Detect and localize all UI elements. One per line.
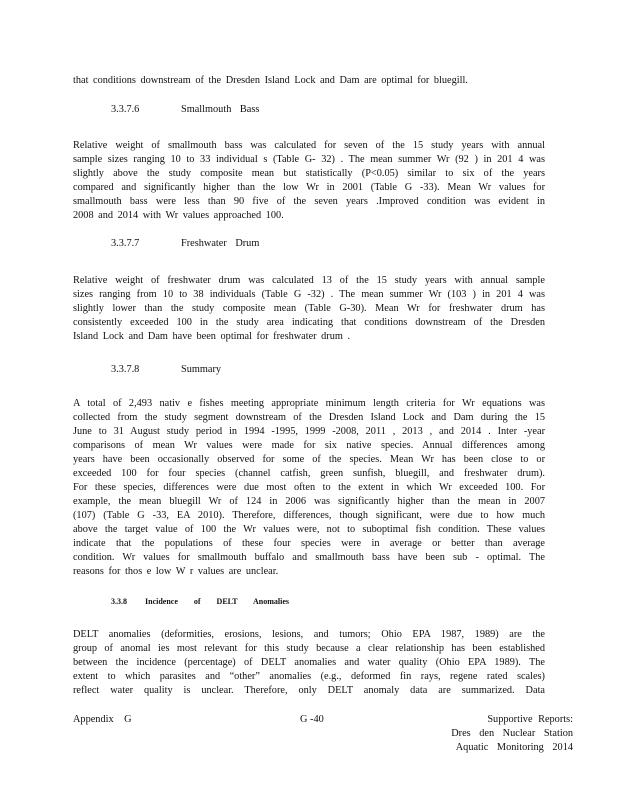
footer-appendix: Appendix G — [73, 714, 132, 725]
paragraph-line: extent to which parasites and “other” anomalies (e.g., deformed fin rays, regene rated scales) — [73, 671, 545, 682]
paragraph-line: slightly lower than the study composite mean (Table G-30). Mean Wr for freshwater drum has — [73, 303, 545, 314]
paragraph-line: June to 31 August study period in 1994 -1995, 1999 -2008, 2011 , 2013 , and 2014 . Inter -year — [73, 426, 545, 437]
section-title-summary: Summary — [181, 364, 222, 375]
paragraph-line: example, the mean bluegill Wr of 124 in 2006 was significantly higher than the mean in 2007 — [73, 496, 545, 507]
section-title-freshwater-drum: Freshwater Drum — [181, 238, 260, 249]
paragraph-line: consistently exceeded 100 in the study area indicating that conditions downstream of the Dresden — [73, 317, 545, 328]
paragraph-line: For these species, differences were due most often to the extent in which Wr exceeded 100. For — [73, 482, 545, 493]
paragraph-line: DELT anomalies (deformities, erosions, lesions, and tumors; Ohio EPA 1987, 1989) are the — [73, 629, 545, 640]
paragraph-line: compared and significantly higher than the low Wr in 2001 (Table G -33). Mean Wr values for — [73, 182, 545, 193]
section-number-3-3-7-6: 3.3.7.6 — [111, 104, 140, 115]
section-number-3-3-8: 3.3.8 — [111, 597, 127, 606]
footer-report-line-3: Aquatic Monitoring 2014 — [455, 742, 573, 753]
top-line: that conditions downstream of the Dresden Island Lock and Dam are optimal for bluegill. — [73, 75, 468, 86]
paragraph-line: Island Lock and Dam have been optimal for freshwater drum . — [73, 331, 351, 342]
paragraph-line: 2008 and 2014 with Wr values approached 100. — [73, 210, 284, 221]
paragraph-line: collected from the study segment downstream of the Dresden Island Lock and Dam during the 15 — [73, 412, 545, 423]
section-title-smallmouth-bass: Smallmouth Bass — [181, 104, 260, 115]
paragraph-line: A total of 2,493 nativ e fishes meeting appropriate minimum length criteria for Wr equations was — [73, 398, 545, 409]
paragraph-line: Relative weight of smallmouth bass was calculated for seven of the 15 study years with annual — [73, 140, 545, 151]
paragraph-line: slightly above the study composite mean but statistically (P<0.05) similar to six of the years — [73, 168, 545, 179]
paragraph-line: reflect water quality is unclear. Therefore, only DELT anomaly data are summarized. Data — [73, 685, 545, 696]
paragraph-line: years have been occasionally observed for some of the species. Mean Wr has been close to or — [73, 454, 545, 465]
paragraph-line: Relative weight of freshwater drum was calculated 13 of the 15 study years with annual sample — [73, 275, 545, 286]
paragraph-line: sizes ranging from 10 to 38 individuals (Table G -32) . The mean summer Wr (103 ) in 201 4 was — [73, 289, 545, 300]
paragraph-line: group of anomal ies most relevant for this study because a clear relationship has been established — [73, 643, 545, 654]
footer-report-line-2: Dres den Nuclear Station — [451, 728, 573, 739]
section-number-3-3-7-7: 3.3.7.7 — [111, 238, 140, 249]
paragraph-line: smallmouth bass were less than 90 five of the seven years .Improved condition was evident in — [73, 196, 545, 207]
paragraph-line: condition. Wr values for smallmouth buffalo and smallmouth bass have been sub - optimal. The — [73, 552, 545, 563]
paragraph-line: exceeded 100 for four species (channel catfish, green sunfish, bluegill, and freshwater drum). — [73, 468, 545, 479]
paragraph-line: reasons for thos e low W r values are unclear. — [73, 566, 279, 577]
footer-report-line-1: Supportive Reports: — [487, 714, 573, 725]
paragraph-line: between the incidence (percentage) of DELT anomalies and water quality (Ohio EPA 1989). The — [73, 657, 545, 668]
paragraph-line: indicate that the populations of these four species were in average or better than average — [73, 538, 545, 549]
paragraph-line: sample sizes ranging 10 to 33 individual s (Table G- 32) . The mean summer Wr (92 ) in 201 4 was — [73, 154, 545, 165]
paragraph-line: (107) (Table G -33, EA 2010). Therefore, differences, though significant, were due to how much — [73, 510, 545, 521]
footer-page-number: G -40 — [300, 714, 324, 725]
section-title-delt-anomalies: Incidence of DELT Anomalies — [145, 597, 290, 606]
section-number-3-3-7-8: 3.3.7.8 — [111, 364, 140, 375]
paragraph-line: above the target value of 100 the Wr values were, not to suboptimal fish condition. These values — [73, 524, 545, 535]
paragraph-line: comparisons of mean Wr values were made for six native species. Annual differences among — [73, 440, 545, 451]
